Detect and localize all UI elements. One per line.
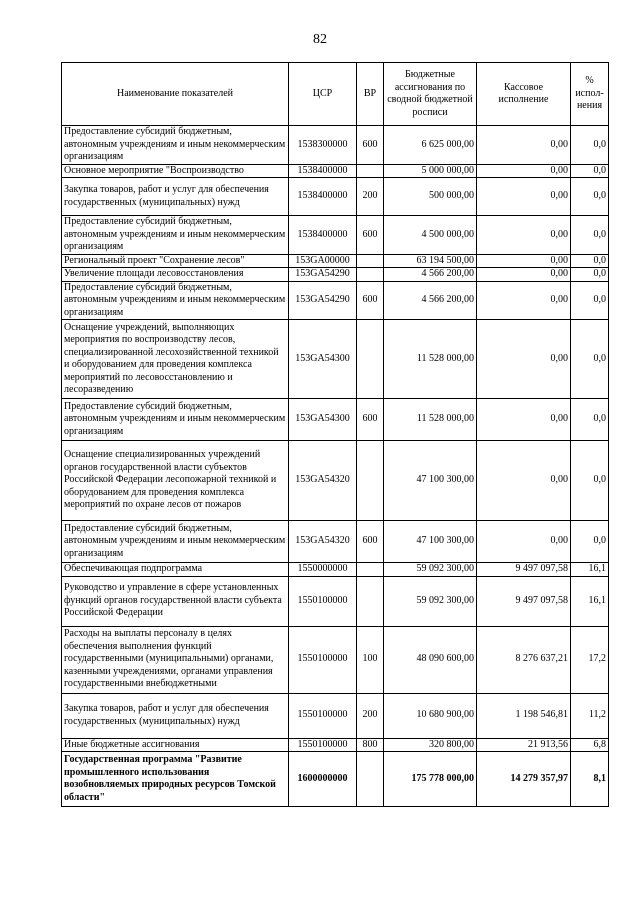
cell-cash: 21 913,56 bbox=[477, 738, 571, 752]
page-number: 82 bbox=[313, 32, 327, 47]
cell-csr: 1550100000 bbox=[289, 738, 357, 752]
cell-cash: 0,00 bbox=[477, 281, 571, 320]
cell-csr: 1550100000 bbox=[289, 626, 357, 693]
cell-vr: 200 bbox=[357, 693, 384, 738]
cell-budget: 320 800,00 bbox=[384, 738, 477, 752]
cell-csr: 1538300000 bbox=[289, 126, 357, 165]
cell-percent: 0,0 bbox=[571, 164, 609, 178]
cell-csr: 1538400000 bbox=[289, 164, 357, 178]
cell-csr: 153GA54300 bbox=[289, 320, 357, 399]
budget-table bbox=[61, 62, 609, 807]
cell-cash: 1 198 546,81 bbox=[477, 693, 571, 738]
cell-percent: 17,2 bbox=[571, 626, 609, 693]
cell-cash: 9 497 097,58 bbox=[477, 576, 571, 626]
cell-name: Обеспечивающая подпрограмма bbox=[62, 563, 289, 577]
cell-name: Закупка товаров, работ и услуг для обеспечения государственных (муниципальных) нужд bbox=[62, 693, 289, 738]
cell-percent: 16,1 bbox=[571, 563, 609, 577]
cell-name: Оснащение специализированных учреждений органов государственной власти субъектов Российской Федерации лесопожарной техникой и оборудованием для проведения комплекса мероприятий по охране лесов от пожаров bbox=[62, 441, 289, 521]
cell-budget: 47 100 300,00 bbox=[384, 441, 477, 521]
cell-percent: 0,0 bbox=[571, 126, 609, 165]
table-row bbox=[62, 521, 609, 563]
cell-cash: 8 276 637,21 bbox=[477, 626, 571, 693]
cell-percent: 8,1 bbox=[571, 752, 609, 807]
cell-budget: 59 092 300,00 bbox=[384, 576, 477, 626]
cell-name: Руководство и управление в сфере установленных функций органов государственной власти субъекта Российской Федерации bbox=[62, 576, 289, 626]
cell-vr bbox=[357, 164, 384, 178]
cell-csr: 1550100000 bbox=[289, 576, 357, 626]
cell-name: Иные бюджетные ассигнования bbox=[62, 738, 289, 752]
cell-cash: 14 279 357,97 bbox=[477, 752, 571, 807]
cell-budget: 500 000,00 bbox=[384, 178, 477, 216]
table-header-row bbox=[62, 63, 609, 126]
table-row bbox=[62, 268, 609, 282]
cell-name: Основное мероприятие "Воспроизводство bbox=[62, 164, 289, 178]
table-row bbox=[62, 576, 609, 626]
cell-csr: 153GA54320 bbox=[289, 521, 357, 563]
cell-percent: 16,1 bbox=[571, 576, 609, 626]
table-row bbox=[62, 399, 609, 441]
cell-cash: 0,00 bbox=[477, 164, 571, 178]
cell-vr bbox=[357, 320, 384, 399]
table-row bbox=[62, 178, 609, 216]
cell-csr: 153GA54290 bbox=[289, 268, 357, 282]
cell-budget: 4 500 000,00 bbox=[384, 216, 477, 255]
table-row bbox=[62, 441, 609, 521]
table-row bbox=[62, 563, 609, 577]
cell-cash: 0,00 bbox=[477, 178, 571, 216]
cell-percent: 6,8 bbox=[571, 738, 609, 752]
cell-percent: 0,0 bbox=[571, 178, 609, 216]
cell-vr: 100 bbox=[357, 626, 384, 693]
table-row bbox=[62, 738, 609, 752]
header-name: Наименование показателей bbox=[62, 63, 289, 126]
cell-budget: 63 194 500,00 bbox=[384, 254, 477, 268]
cell-percent: 0,0 bbox=[571, 268, 609, 282]
cell-csr: 1550100000 bbox=[289, 693, 357, 738]
cell-percent: 0,0 bbox=[571, 281, 609, 320]
cell-budget: 59 092 300,00 bbox=[384, 563, 477, 577]
cell-percent: 0,0 bbox=[571, 254, 609, 268]
table-row bbox=[62, 752, 609, 807]
table-row bbox=[62, 254, 609, 268]
cell-vr: 600 bbox=[357, 281, 384, 320]
cell-budget: 47 100 300,00 bbox=[384, 521, 477, 563]
cell-name: Региональный проект "Сохранение лесов" bbox=[62, 254, 289, 268]
cell-cash: 0,00 bbox=[477, 320, 571, 399]
table-row bbox=[62, 164, 609, 178]
header-csr: ЦСР bbox=[289, 63, 357, 126]
cell-name: Увеличение площади лесовосстановления bbox=[62, 268, 289, 282]
cell-budget: 6 625 000,00 bbox=[384, 126, 477, 165]
cell-percent: 0,0 bbox=[571, 320, 609, 399]
cell-name: Предоставление субсидий бюджетным, автономным учреждениям и иным некоммерческим организациям bbox=[62, 216, 289, 255]
cell-cash: 0,00 bbox=[477, 441, 571, 521]
cell-percent: 0,0 bbox=[571, 399, 609, 441]
cell-percent: 0,0 bbox=[571, 216, 609, 255]
cell-vr: 200 bbox=[357, 178, 384, 216]
cell-csr: 153GA00000 bbox=[289, 254, 357, 268]
table-row bbox=[62, 126, 609, 165]
table-row bbox=[62, 693, 609, 738]
cell-cash: 0,00 bbox=[477, 521, 571, 563]
table-row bbox=[62, 216, 609, 255]
cell-budget: 4 566 200,00 bbox=[384, 281, 477, 320]
cell-vr bbox=[357, 563, 384, 577]
cell-budget: 5 000 000,00 bbox=[384, 164, 477, 178]
header-percent: % испол-нения bbox=[571, 63, 609, 126]
cell-budget: 48 090 600,00 bbox=[384, 626, 477, 693]
cell-vr bbox=[357, 576, 384, 626]
cell-csr: 1538400000 bbox=[289, 216, 357, 255]
cell-vr bbox=[357, 254, 384, 268]
table-row bbox=[62, 320, 609, 399]
cell-vr: 800 bbox=[357, 738, 384, 752]
cell-csr: 153GA54320 bbox=[289, 441, 357, 521]
cell-csr: 153GA54290 bbox=[289, 281, 357, 320]
cell-budget: 11 528 000,00 bbox=[384, 320, 477, 399]
cell-budget: 4 566 200,00 bbox=[384, 268, 477, 282]
cell-name: Расходы на выплаты персоналу в целях обеспечения выполнения функций государственными (муниципальными) органами, казенными учреждениями, органами управления государственными внебюджетными bbox=[62, 626, 289, 693]
table-row bbox=[62, 281, 609, 320]
header-budget: Бюджетные ассигнования по сводной бюджетной росписи bbox=[384, 63, 477, 126]
cell-csr: 1550000000 bbox=[289, 563, 357, 577]
cell-budget: 11 528 000,00 bbox=[384, 399, 477, 441]
cell-vr bbox=[357, 268, 384, 282]
cell-vr bbox=[357, 441, 384, 521]
cell-cash: 0,00 bbox=[477, 399, 571, 441]
cell-budget: 175 778 000,00 bbox=[384, 752, 477, 807]
cell-percent: 0,0 bbox=[571, 441, 609, 521]
cell-percent: 0,0 bbox=[571, 521, 609, 563]
cell-csr: 1600000000 bbox=[289, 752, 357, 807]
table-row bbox=[62, 626, 609, 693]
cell-name: Предоставление субсидий бюджетным, автономным учреждениям и иным некоммерческим организациям bbox=[62, 521, 289, 563]
cell-name: Оснащение учреждений, выполняющих мероприятия по воспроизводству лесов, специализированной лесохозяйственной техникой и оборудованием для проведения комплекса мероприятий по лесовосстановлению и лесоразведению bbox=[62, 320, 289, 399]
cell-name: Закупка товаров, работ и услуг для обеспечения государственных (муниципальных) нужд bbox=[62, 178, 289, 216]
cell-vr: 600 bbox=[357, 126, 384, 165]
cell-percent: 11,2 bbox=[571, 693, 609, 738]
cell-cash: 0,00 bbox=[477, 126, 571, 165]
cell-name: Предоставление субсидий бюджетным, автономным учреждениям и иным некоммерческим организациям bbox=[62, 281, 289, 320]
header-cash: Кассовое исполнение bbox=[477, 63, 571, 126]
cell-cash: 0,00 bbox=[477, 254, 571, 268]
cell-vr: 600 bbox=[357, 216, 384, 255]
cell-name: Предоставление субсидий бюджетным, автономным учреждениям и иным некоммерческим организациям bbox=[62, 126, 289, 165]
cell-cash: 9 497 097,58 bbox=[477, 563, 571, 577]
cell-vr: 600 bbox=[357, 399, 384, 441]
cell-vr: 600 bbox=[357, 521, 384, 563]
cell-vr bbox=[357, 752, 384, 807]
header-vr: ВР bbox=[357, 63, 384, 126]
cell-budget: 10 680 900,00 bbox=[384, 693, 477, 738]
cell-csr: 153GA54300 bbox=[289, 399, 357, 441]
cell-name: Государственная программа "Развитие промышленного использования возобновляемых природных ресурсов Томской области" bbox=[62, 752, 289, 807]
cell-name: Предоставление субсидий бюджетным, автономным учреждениям и иным некоммерческим организациям bbox=[62, 399, 289, 441]
cell-csr: 1538400000 bbox=[289, 178, 357, 216]
cell-cash: 0,00 bbox=[477, 216, 571, 255]
cell-cash: 0,00 bbox=[477, 268, 571, 282]
